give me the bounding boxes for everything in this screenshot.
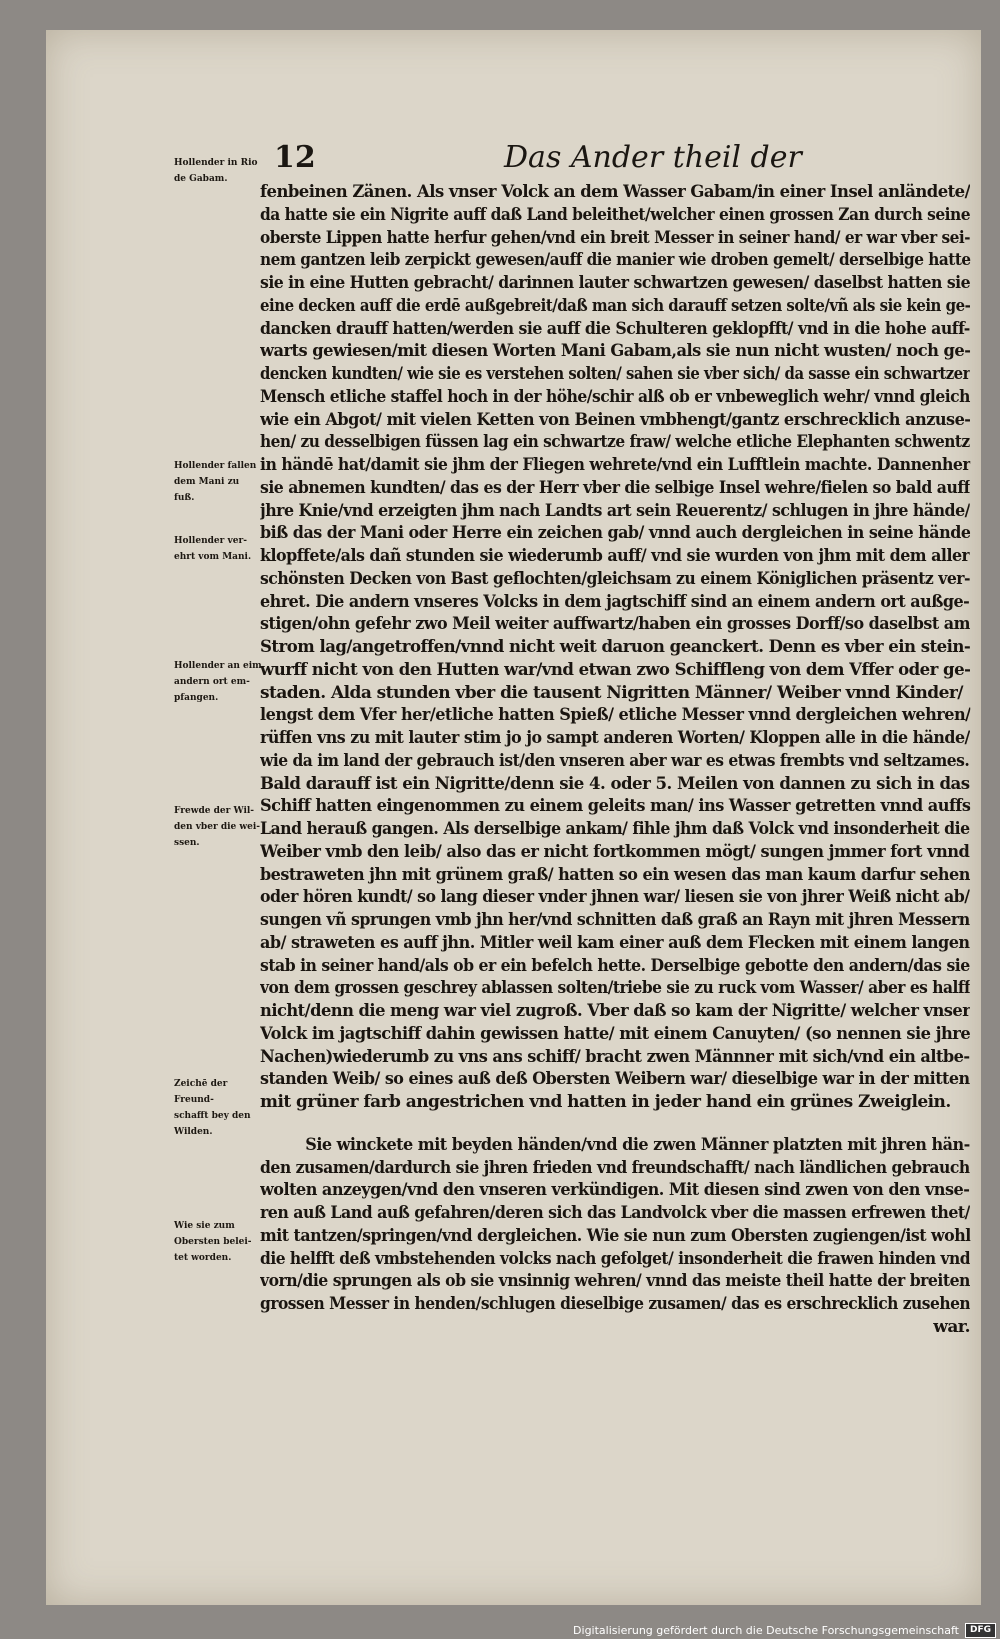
text-line: den zusamen/dardurch sie jhren frieden vnd freundschafft/ nach ländlichen gebrauch	[260, 1157, 970, 1178]
text-line: stigen/ohn gefehr zwo Meil weiter auffwartz/haben ein grosses Dorff/so daselbst am	[260, 614, 970, 635]
text-line: sungen vñ sprungen vmb jhn her/vnd schnitten daß graß an Rayn mit jhren Messern	[260, 910, 970, 930]
text-line: stab in seiner hand/als ob er ein befelch hette. Derselbige gebotte den andern/das sie	[260, 955, 970, 976]
text-line: Weiber vmb den leib/ also das er nicht fortkommen mögt/ sungen jmmer fort vnnd	[260, 841, 970, 862]
text-line: da hatte sie ein Nigrite auff daß Land beleithet/welcher einen grossen Zan durch seine	[260, 204, 971, 225]
text-line: vorn/die sprungen als ob sie vnsinnig wehren/ vnnd das meiste theil hatte der breiten	[260, 1271, 970, 1292]
text-line: Mensch etliche staffel hoch in der höhe/schir alß ob er vnbeweglich wehr/ vnnd gleich	[260, 386, 970, 407]
text-line: dancken drauff hatten/werden sie auff die Schulteren geklopfft/ vnd in die hohe auff-	[260, 318, 970, 339]
text-line: Schiff hatten eingenommen zu einem geleits man/ ins Wasser getretten vnnd auffs	[260, 796, 971, 817]
text-line: rüffen vns zu mit lauter stim jo jo sampt anderen Worten/ Kloppen alle in die hände/	[260, 728, 970, 748]
text-line: Bald darauff ist ein Nigritte/denn sie 4. oder 5. Meilen von dannen zu sich in das	[260, 773, 970, 794]
margin-note: Hollender in Rio de Gabam.	[174, 158, 258, 184]
text-line: ab/ straweten es auff jhn. Mitler weil kam einer auß dem Flecken mit einem langen	[260, 932, 970, 953]
text-line: fenbeinen Zänen. Als vnser Volck an dem Wasser Gabam/in einer Insel anländete/	[260, 182, 971, 202]
text-line: warts gewiesen/mit diesen Worten Mani Gabam,als sie nun nicht wusten/ noch ge-	[260, 341, 971, 362]
text-line: ehret. Die andern vnseres Volcks in dem jagtschiff sind an einem andern ort außge-	[260, 591, 970, 612]
text-line: Sie winckete mit beyden händen/vnd die zwen Männer platzten mit jhren hän-	[305, 1134, 970, 1155]
footer-credit: Digitalisierung gefördert durch die Deutsche Forschungsgemeinschaft	[573, 1624, 959, 1637]
text-line: in händē hat/damit sie jhm der Fliegen wehrete/vnd ein Lufftlein machte. Dannenher	[260, 455, 971, 475]
text-line: klopffete/als dañ stunden sie wiederumb auff/ vnd sie wurden von jhm mit dem aller	[260, 546, 970, 566]
text-line: oder hören kundt/ so lang dieser vnder jhnen war/ liesen sie von jhrer Weiß nicht ab/	[260, 887, 970, 908]
margin-note: Hollender ver- ehrt vom Mani.	[174, 536, 252, 562]
text-line: sie abnemen kundten/ das es der Herr vber die selbige Insel wehre/fielen so bald auff	[260, 477, 970, 498]
text-line: bestraweten jhn mit grünem graß/ hatten so ein wesen das man kaum darfur sehen	[260, 864, 970, 885]
text-line: wie da im land der gebrauch ist/den vnseren aber war es etwas frembts vnd seltzames.	[260, 750, 970, 771]
text-line: ren auß Land auß gefahren/deren sich das Landvolck vber die massen erfrewen thet/	[260, 1203, 970, 1223]
text-line: mit tantzen/springen/vnd dergleichen. Wie sie nun zum Obersten zugiengen/ist wohl	[260, 1225, 971, 1246]
margin-note: Hollender fallen dem Mani zu fuß.	[174, 461, 257, 503]
text-line: lengst dem Vfer her/etliche hatten Spieß/ etliche Messer vnnd dergleichen wehren/	[260, 705, 971, 726]
text-line: Nachen)wiederumb zu vns ans schiff/ bracht zwen Männner mit sich/vnd ein altbe-	[260, 1046, 970, 1067]
text-line: schönsten Decken von Bast geflochten/gleichsam zu einem Königlichen präsentz ver-	[260, 568, 970, 589]
dfg-logo-icon: DFG	[965, 1623, 996, 1638]
text-line: hen/ zu desselbigen füssen lag ein schwartze fraw/ welche etliche Elephanten schwentz	[260, 432, 970, 453]
paragraph-gap	[260, 1114, 970, 1134]
text-line: grossen Messer in henden/schlugen dieselbige zusamen/ das es erschrecklich zusehen	[260, 1294, 970, 1314]
page-number: 12	[274, 140, 316, 175]
book-page	[46, 30, 981, 1605]
text-line: wie ein Abgot/ mit vielen Ketten von Beinen vmbhengt/gantz erschrecklich anzuse-	[260, 409, 971, 430]
text-line: sie in eine Hutten gebracht/ darinnen lauter schwartzen gewesen/ daselbst hatten sie	[260, 273, 970, 293]
text-line: wolten anzeygen/vnd den vnseren verkündigen. Mit diesen sind zwen von den vnse-	[260, 1180, 970, 1201]
text-line: jhre Knie/vnd erzeigten jhm nach Landts art sein Reuerentz/ schlugen in jhre hände/	[260, 500, 970, 521]
text-line: oberste Lippen hatte herfur gehen/vnd ein breit Messer in seiner hand/ er war vber sei-	[260, 227, 970, 248]
text-line: mit grüner farb angestrichen vnd hatten in jeder hand ein grünes Zweiglein.	[260, 1092, 951, 1112]
text-line: dencken kundten/ wie sie es verstehen solten/ sahen sie vber sich/ da sasse ein schwartzer	[260, 364, 970, 384]
margin-note: Zeichē der Freund- schafft bey den Wilden.	[174, 1079, 251, 1137]
text-line: staden. Alda stunden vber die tausent Nigritten Männer/ Weiber vnnd Kinder/	[260, 682, 963, 703]
text-line: nicht/denn die meng war viel zugroß. Vber daß so kam der Nigritte/ welcher vnser	[260, 1001, 970, 1021]
digitization-footer	[573, 1622, 1000, 1639]
text-line: nem gantzen leib zerpickt gewesen/auff die manier wie droben gemelt/ derselbige hatte	[260, 250, 971, 271]
body-text	[260, 181, 970, 1339]
text-line: war.	[933, 1316, 970, 1337]
text-line: Volck im jagtschiff dahin gewissen hatte/ mit einem Canuyten/ (so nennen sie jhre	[260, 1023, 970, 1044]
text-line: Land herauß gangen. Als derselbige ankam/ fihle jhm daß Volck vnd insonderheit die	[260, 819, 970, 839]
margin-note: Hollender an eim andern ort em- pfangen.	[174, 661, 262, 703]
text-line: eine decken auff die erdē außgebreit/daß man sich darauff setzen solte/vñ als sie kein ge-	[260, 295, 971, 316]
margin-note: Wie sie zum Obersten belei- tet worden.	[174, 1221, 252, 1263]
running-head: Das Ander theil der	[504, 140, 802, 175]
text-line: von dem grossen geschrey ablassen solten/triebe sie zu ruck vom Wasser/ aber es halff	[260, 978, 970, 999]
text-line: Strom lag/angetroffen/vnnd nicht weit daruon geanckert. Denn es vber ein stein-	[260, 637, 971, 657]
text-line: die helfft deß vmbstehenden volcks nach gefolget/ insonderheit die frawen hinden vnd	[260, 1248, 970, 1269]
text-line: wurff nicht von den Hutten war/vnd etwan zwo Schiffleng von dem Vffer oder ge-	[260, 659, 971, 680]
text-line: standen Weib/ so eines auß deß Obersten Weibern war/ dieselbige war in der mitten	[260, 1069, 970, 1090]
margin-note: Frewde der Wil- den vber die wei- ssen.	[174, 806, 261, 848]
text-line: biß das der Mani oder Herre ein zeichen gab/ vnnd auch dergleichen in seine hände	[260, 523, 971, 544]
